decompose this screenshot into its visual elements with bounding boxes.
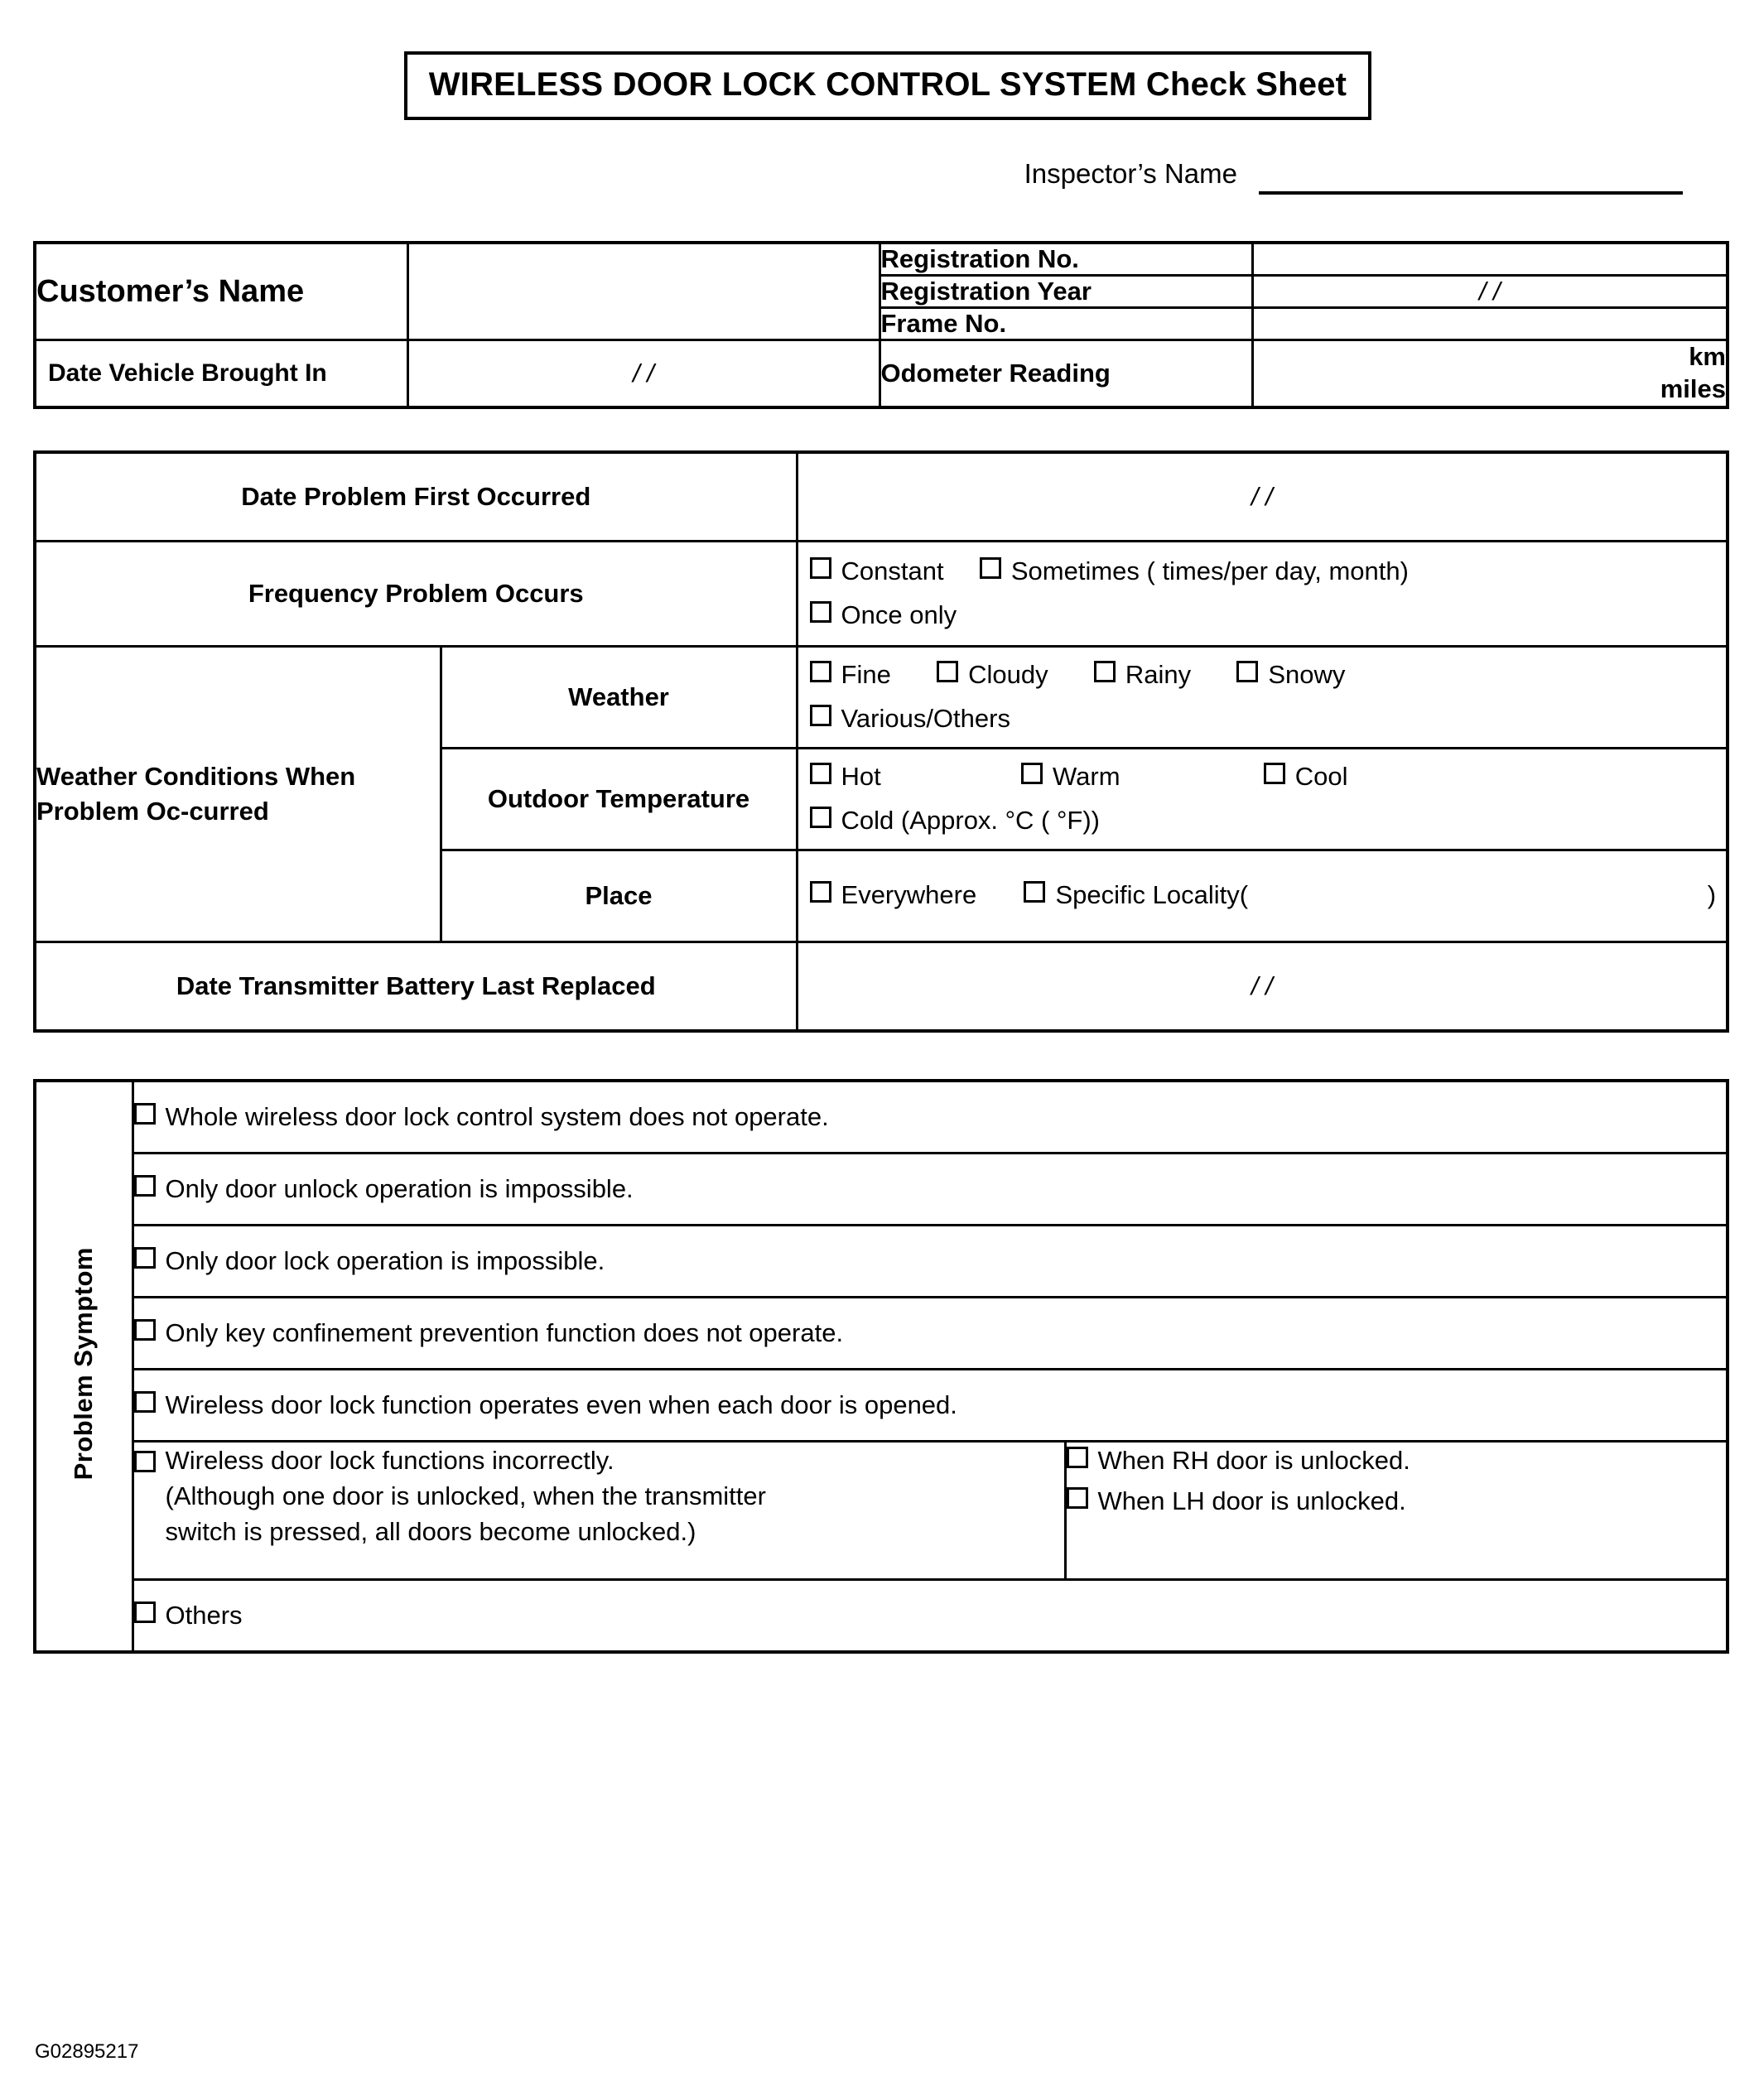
- checkbox-icon[interactable]: [134, 1247, 156, 1269]
- symptom-item-label: Wireless door lock function operates even when each door is opened.: [165, 1390, 957, 1419]
- table-row: [35, 452, 1728, 542]
- frequency-label: Frequency Problem Occurs: [35, 541, 797, 646]
- check-sheet-page: [0, 51, 1759, 2100]
- place-label: Place: [441, 850, 797, 942]
- problem-details-block: [33, 450, 1726, 1033]
- symptom-item-others[interactable]: [133, 1579, 1728, 1652]
- checkbox-icon[interactable]: [134, 1319, 156, 1341]
- checkbox-icon[interactable]: [1024, 881, 1045, 903]
- checkbox-icon[interactable]: [1236, 661, 1258, 682]
- symptom-sub-option-lh[interactable]: [1067, 1483, 1727, 1519]
- battery-replaced-label: Date Transmitter Battery Last Replaced: [35, 942, 797, 1031]
- odometer-unit-km: km: [1689, 342, 1726, 371]
- checkbox-option-various-others[interactable]: [810, 701, 1010, 737]
- table-row: [35, 1081, 1728, 1154]
- checkbox-icon[interactable]: [134, 1601, 156, 1623]
- checkbox-icon[interactable]: [1067, 1447, 1088, 1468]
- weather-conditions-label-text: Weather Conditions When Problem Oc-curred: [36, 761, 356, 826]
- customer-name-input[interactable]: [407, 243, 880, 340]
- checkbox-label: When LH door is unlocked.: [1097, 1486, 1406, 1515]
- frequency-options: [797, 541, 1728, 646]
- date-first-occurred-input[interactable]: / /: [797, 452, 1728, 542]
- place-options: [797, 850, 1728, 942]
- checkbox-label: Various/Others: [841, 703, 1010, 733]
- temperature-options: [797, 748, 1728, 850]
- battery-replaced-input[interactable]: / /: [797, 942, 1728, 1031]
- problem-symptom-table: [33, 1079, 1729, 1654]
- place-options-line: [798, 870, 1727, 920]
- symptom-item-1[interactable]: [133, 1081, 1728, 1154]
- weather-options-line2: [798, 701, 1727, 744]
- table-row: [35, 1297, 1728, 1369]
- symptom-item-label: Only door lock operation is impossible.: [165, 1245, 605, 1275]
- date-brought-in-input[interactable]: / /: [407, 340, 880, 407]
- checkbox-label: Cold (Approx. °C ( °F)): [841, 805, 1100, 835]
- checkbox-option-everywhere[interactable]: [810, 877, 977, 913]
- checkbox-option-cool[interactable]: [1264, 759, 1348, 795]
- table-row: [35, 1369, 1728, 1441]
- symptom-item-label-line1: Wireless door lock functions incorrectly.: [165, 1445, 614, 1475]
- weather-label: Weather: [441, 646, 797, 748]
- checkbox-label: Sometimes ( times/per day, month): [1010, 556, 1409, 586]
- symptom-item-label: Only key confinement prevention function does not operate.: [165, 1317, 844, 1347]
- checkbox-label: Snowy: [1268, 660, 1346, 690]
- frequency-options-line2: [798, 597, 1727, 640]
- checkbox-option-warm[interactable]: [1021, 759, 1120, 795]
- symptom-item-label: Whole wireless door lock control system does not operate.: [165, 1101, 829, 1131]
- date-brought-in-label: Date Vehicle Brought In: [35, 340, 407, 407]
- checkbox-icon[interactable]: [810, 601, 831, 623]
- inspector-name-input[interactable]: [1259, 155, 1683, 195]
- checkbox-label: Fine: [841, 660, 891, 690]
- checkbox-label: Warm: [1053, 762, 1120, 792]
- table-row: [35, 1225, 1728, 1297]
- checkbox-label: Cool: [1294, 762, 1348, 792]
- table-row: [35, 1153, 1728, 1225]
- odometer-unit-miles: miles: [1660, 373, 1726, 403]
- checkbox-icon[interactable]: [810, 807, 831, 828]
- checkbox-option-fine[interactable]: [810, 657, 891, 693]
- customer-name-label: Customer’s Name: [35, 243, 407, 340]
- place-close-paren: ): [1707, 880, 1717, 910]
- registration-year-input[interactable]: / /: [1252, 276, 1728, 308]
- checkbox-icon[interactable]: [1021, 763, 1043, 784]
- inspector-name-label: Inspector’s Name: [1024, 158, 1237, 189]
- checkbox-icon[interactable]: [980, 557, 1001, 579]
- page-title-area: [33, 51, 1726, 120]
- checkbox-label: Constant: [841, 556, 944, 586]
- frame-no-label: Frame No.: [880, 308, 1252, 340]
- symptom-item-label-line2: (Although one door is unlocked, when the transmitter: [165, 1481, 766, 1510]
- checkbox-option-sometimes[interactable]: [980, 553, 1409, 590]
- checkbox-icon[interactable]: [1067, 1487, 1088, 1509]
- table-row: [35, 646, 1728, 748]
- registration-no-label: Registration No.: [880, 243, 1252, 276]
- customer-info-block: [33, 241, 1726, 409]
- symptom-item-label-block: [166, 1443, 766, 1550]
- problem-symptom-vertical-label: [35, 1081, 133, 1652]
- checkbox-icon[interactable]: [810, 661, 831, 682]
- date-first-occurred-label: Date Problem First Occurred: [35, 452, 797, 542]
- temperature-options-line1: [798, 752, 1727, 802]
- table-row: [35, 1579, 1728, 1652]
- table-row: [35, 541, 1728, 646]
- checkbox-label: Rainy: [1125, 660, 1192, 690]
- symptom-item-label-line3: switch is pressed, all doors become unlocked.): [165, 1517, 696, 1547]
- checkbox-option-rainy[interactable]: [1094, 657, 1191, 693]
- checkbox-option-specific-locality[interactable]: [1024, 877, 1248, 913]
- checkbox-icon[interactable]: [1264, 763, 1285, 784]
- symptom-sub-options: [1065, 1441, 1728, 1579]
- weather-options: [797, 646, 1728, 748]
- checkbox-option-cold[interactable]: [810, 802, 1100, 839]
- checkbox-option-hot[interactable]: [810, 759, 881, 795]
- customer-info-table: [33, 241, 1729, 409]
- symptom-item-label: Only door unlock operation is impossible.: [165, 1173, 634, 1203]
- checkbox-icon[interactable]: [937, 661, 958, 682]
- table-row: [35, 243, 1728, 276]
- symptom-item-incorrect[interactable]: [133, 1441, 1065, 1579]
- checkbox-icon[interactable]: [134, 1451, 156, 1472]
- frame-no-input[interactable]: [1252, 308, 1728, 340]
- page-title: WIRELESS DOOR LOCK CONTROL SYSTEM Check Sheet: [404, 51, 1371, 120]
- problem-symptom-block: [33, 1079, 1726, 1654]
- checkbox-icon[interactable]: [134, 1103, 156, 1125]
- registration-year-label: Registration Year: [880, 276, 1252, 308]
- checkbox-label: Specific Locality(: [1055, 880, 1249, 910]
- weather-conditions-label: [35, 646, 441, 942]
- checkbox-icon[interactable]: [134, 1391, 156, 1413]
- checkbox-label: Once only: [841, 600, 957, 629]
- odometer-label: Odometer Reading: [880, 340, 1252, 407]
- checkbox-option-once-only[interactable]: [810, 597, 957, 633]
- checkbox-icon[interactable]: [810, 763, 831, 784]
- inspector-name-row: [33, 155, 1726, 195]
- symptom-item-label: Others: [165, 1600, 243, 1630]
- checkbox-option-snowy[interactable]: [1236, 657, 1345, 693]
- checkbox-icon[interactable]: [134, 1175, 156, 1197]
- symptom-item-2[interactable]: [133, 1153, 1728, 1225]
- frequency-options-line1: [798, 547, 1727, 596]
- odometer-input[interactable]: [1252, 340, 1728, 407]
- outdoor-temperature-label: Outdoor Temperature: [441, 748, 797, 850]
- checkbox-label: When RH door is unlocked.: [1097, 1445, 1410, 1475]
- document-code: G02895217: [35, 2040, 139, 2063]
- checkbox-icon[interactable]: [810, 557, 831, 579]
- problem-symptom-vertical-label-text: Problem Symptom: [69, 1247, 99, 1481]
- checkbox-option-constant[interactable]: [810, 553, 944, 590]
- symptom-item-3[interactable]: [133, 1225, 1728, 1297]
- weather-options-line1: [798, 650, 1727, 700]
- table-row: [35, 340, 1728, 407]
- table-row: [35, 1441, 1728, 1579]
- symptom-item-5[interactable]: [133, 1369, 1728, 1441]
- checkbox-label: Hot: [841, 762, 881, 792]
- checkbox-label: Cloudy: [968, 660, 1048, 690]
- checkbox-icon[interactable]: [1094, 661, 1116, 682]
- symptom-sub-option-rh[interactable]: [1067, 1443, 1727, 1483]
- checkbox-option-cloudy[interactable]: [937, 657, 1048, 693]
- table-row: [35, 942, 1728, 1031]
- checkbox-icon[interactable]: [810, 705, 831, 726]
- temperature-options-line2: [798, 802, 1727, 845]
- symptom-item-4[interactable]: [133, 1297, 1728, 1369]
- registration-no-input[interactable]: [1252, 243, 1728, 276]
- checkbox-label: Everywhere: [841, 880, 977, 910]
- checkbox-icon[interactable]: [810, 881, 831, 903]
- problem-details-table: [33, 450, 1729, 1033]
